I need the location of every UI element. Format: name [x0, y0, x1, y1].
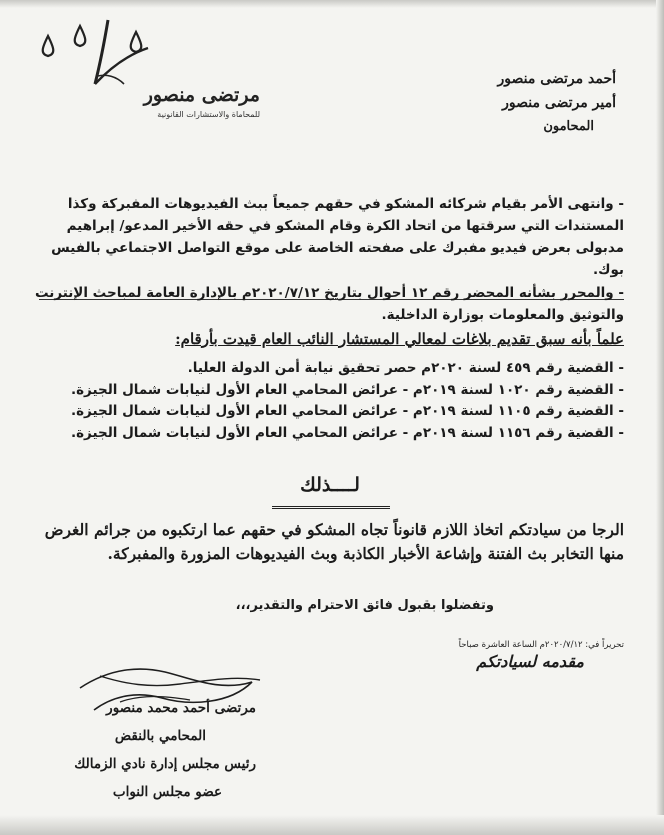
logo-firm-name: مرتضى منصور [143, 84, 260, 106]
logo-subtitle: للمحاماة والاستشارات القانونية [157, 110, 260, 119]
page-edge-right [656, 0, 664, 835]
therefore-underline [272, 500, 390, 509]
firm-logo [20, 14, 260, 124]
closing-line: وتفضلوا بقبول فائق الاحترام والتقدير،،، [235, 598, 494, 613]
signer-role-2: رئيس مجلس إدارة نادي الزمالك [74, 756, 256, 772]
cases-heading: علماً بأنه سبق تقديم بلاغات لمعالي المستشار النائب العام قيدت بأرقام: [175, 330, 624, 348]
scales-of-justice-icon [20, 14, 245, 124]
signer-role-3: عضو مجلس النواب [112, 784, 222, 800]
case-list [34, 358, 624, 444]
letterhead [497, 67, 616, 139]
request-paragraph: الرجا من سيادتكم اتخاذ اللازم قانوناً تجاه المشكو في حقهم عما ارتكبوه من جرائم الغرض منها التخابر بث الفتنة وإشاعة الأخبار الكاذبة وبث الفيديوهات المزورة والمفبركة. [44, 520, 624, 563]
signature-title: مقدمه لسيادتكم [476, 652, 584, 671]
list-item: - القضية رقم ١١٠٥ لسنة ٢٠١٩م - عرائض المحامي العام الأول لنيابات شمال الجيزة. [70, 403, 624, 419]
signature-block [74, 694, 256, 806]
therefore-heading: لــــذلك [300, 474, 360, 496]
page-edge-bottom [0, 815, 664, 835]
list-item: - القضية رقم ٤٥٩ لسنة ٢٠٢٠م حصر تحقيق نيابة أمن الدولة العليا. [187, 360, 624, 376]
signer-role-1: المحامي بالنقض [114, 728, 206, 744]
letterhead-line-3: المحامون [543, 119, 594, 134]
signer-name: مرتضى أحمد محمد منصور [106, 700, 256, 716]
body-paragraph-2: - والمحرر بشأنه المحضر رقم ١٢ أحوال بتاريخ ٢٠٢٠/٧/١٢م بالإدارة العامة لمباحث الإنترنت والتوثيق والمعلومات بوزارة الداخلية. [34, 285, 624, 323]
letterhead-line-2: أمير مرتضى منصور [502, 95, 616, 111]
letterhead-line-1: أحمد مرتضى منصور [497, 71, 616, 87]
page-edge-top [0, 0, 664, 8]
date-line: تحريراً في: ٢٠٢٠/٧/١٢م الساعة العاشرة صباحاً [458, 640, 624, 650]
body-paragraph-1: - وانتهى الأمر بقيام شركائه المشكو في حقهم جميعاً ببث الفيديوهات المفبركة وكذا المستندات التي سرقتها من اتحاد الكرة وقام المشكو في حقه الأخير المدعو/ إبراهيم مدبولى بعرض فيديو مفبرك على صفحته الخاصة على موقع التواصل الاجتماعي بالفيس بوك. [51, 196, 624, 278]
list-item: - القضية رقم ١٠٢٠ لسنة ٢٠١٩م - عرائض المحامي العام الأول لنيابات شمال الجيزة. [70, 381, 624, 398]
list-item: - القضية رقم ١١٥٦ لسنة ٢٠١٩م - عرائض المحامي العام الأول لنيابات شمال الجيزة. [70, 424, 624, 441]
